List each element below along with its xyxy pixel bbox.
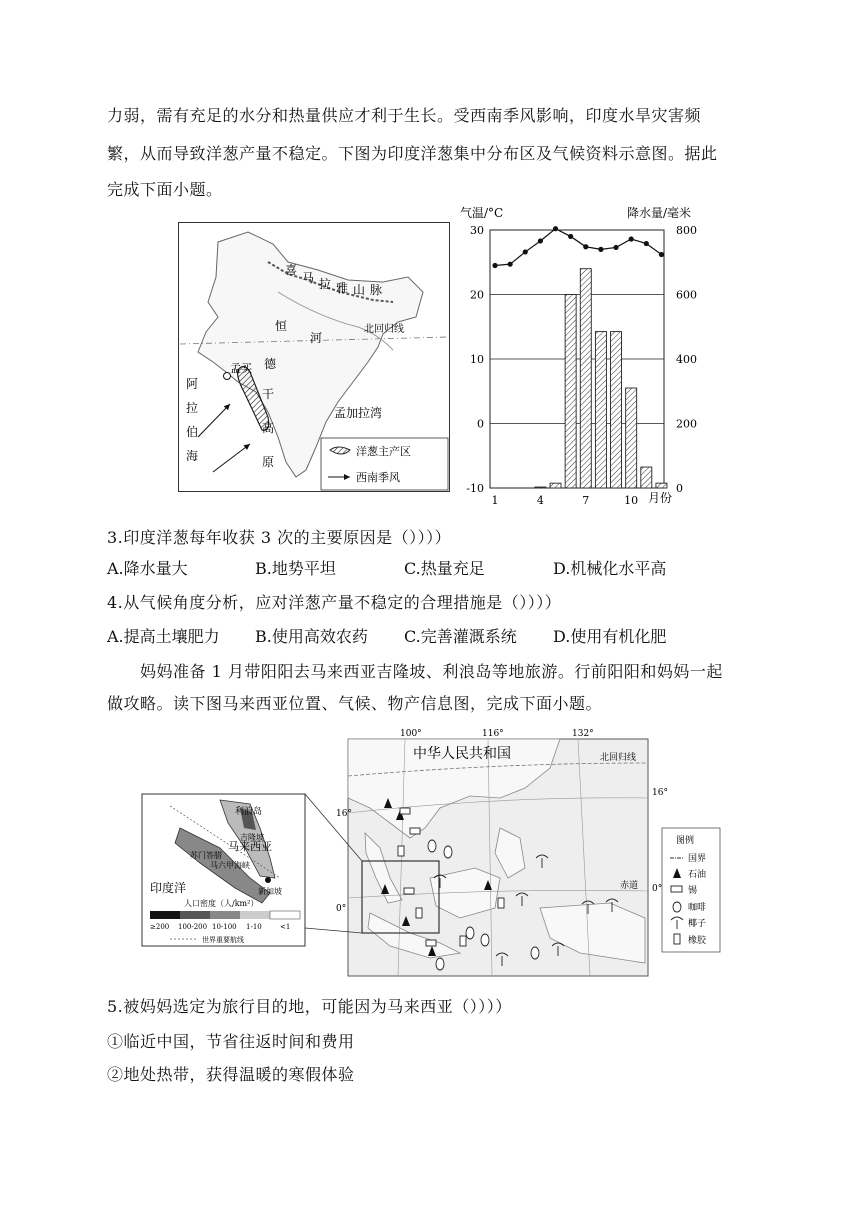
temperature-point [598,247,603,252]
inset-label: 苏门答腊 [190,851,222,860]
q5-stem: 5.被妈妈选定为旅行目的地，可能因为马来西亚（）））） [107,997,512,1016]
map-label: 拉 [319,277,332,291]
y-right-tick: 800 [676,224,697,237]
density-class: ≥200 [150,923,170,931]
temperature-point [492,263,497,268]
y-right-tick: 0 [676,482,683,495]
map-label: 山 [353,283,366,297]
map-label: 高 [262,421,275,435]
temperature-point [629,236,634,241]
equator-label: 赤道 [620,881,639,891]
map-label: 河 [310,331,323,345]
q3-option-a[interactable]: A.降水量大 [107,559,188,578]
legend-item: 锡 [688,886,698,896]
malaysia-map [140,728,730,978]
inset-label: 新加坡 [258,887,282,896]
temperature-point [523,249,528,254]
precip-bar [641,467,652,488]
y-right-tick: 600 [676,288,697,302]
map-label: 干 [262,387,275,401]
inset-label: 吉隆坡 [240,833,264,842]
india-onion-map [178,222,450,492]
temperature-point [613,245,618,250]
map-label: 脉 [370,283,383,297]
x-tick: 4 [536,494,544,507]
map-label: 原 [262,455,275,469]
q5-item-2[interactable]: ②地处热带，获得温暖的寒假体验 [107,1065,355,1084]
ylabel-left: 气温/°C [460,206,504,220]
q3-option-d[interactable]: D.机械化水平高 [553,559,667,578]
precip-bar [611,332,622,488]
country-label: 中华人民共和国 [413,746,511,762]
q4-stem: 4.从气候角度分析，应对洋葱产量不稳定的合理措施是（）））） [107,593,562,612]
q5-item-1[interactable]: ①临近中国，节省往返时间和费用 [107,1032,355,1051]
y-left-tick: 30 [470,224,484,237]
lat-label: 16° [336,809,352,819]
temperature-point [553,226,558,231]
lon-label: 100° [400,729,422,739]
legend-title: 图例 [676,836,695,846]
intro-line-1: 力弱，需有充足的水分和热量供应才利于生长。受西南季风影响，印度水旱灾害频 [107,106,702,125]
legend-item: 国界 [688,854,707,864]
legend-monsoon: 西南季风 [356,471,400,484]
map-label: 恒 [275,319,288,333]
precip-bar [580,269,591,488]
x-tick: 7 [582,494,590,507]
density-class: 1-10 [246,923,262,931]
lon-label: 132° [572,729,594,739]
lat-label: 16° [652,788,668,798]
legend-item: 咖啡 [688,903,707,913]
map-label: 雅 [336,281,349,295]
precip-bar [656,483,667,488]
q3-stem: 3.印度洋葱每年收获 3 次的主要原因是（）））） [107,528,452,547]
inset-legend-title: 人口密度（人/km²） [184,899,259,908]
climate-chart [452,200,707,512]
precip-bar [550,483,561,488]
precip-bar [565,295,576,489]
xlabel: 月份 [648,491,673,505]
q3-option-c[interactable]: C.热量充足 [404,559,485,578]
density-class: <1 [280,923,291,931]
y-left-tick: 10 [470,353,484,366]
y-left-tick: -10 [466,482,484,495]
y-right-tick: 400 [676,353,697,366]
inset-label: 利浪岛 [235,807,263,817]
intro-line-2: 繁，从而导致洋葱产量不稳定。下图为印度洋葱集中分布区及气候资料示意图。据此 [107,144,718,163]
map-label: 德 [264,357,277,371]
temperature-point [568,234,573,239]
ylabel-right: 降水量/毫米 [627,206,692,220]
lon-label: 116° [482,729,504,739]
precip-bar [535,487,546,488]
temperature-point [583,244,588,249]
temperature-point [659,252,664,257]
map-label: 伯 [186,425,199,439]
density-class: 100-200 [178,923,208,931]
q4-option-d[interactable]: D.使用有机化肥 [553,627,667,646]
y-left-tick: 20 [470,288,484,302]
q4-option-b[interactable]: B.使用高效农药 [255,627,368,646]
temperature-point [644,241,649,246]
temperature-point [538,238,543,243]
shipping-route: 世界重要航线 [202,936,244,944]
q4-option-a[interactable]: A.提高土壤肥力 [107,627,220,646]
inset-label: 马来西亚 [228,840,272,853]
x-tick: 10 [624,494,639,507]
y-right-tick: 200 [676,417,697,431]
inset-label: 印度洋 [150,881,187,895]
legend-item: 橡胶 [688,936,707,946]
precip-bar [595,332,606,488]
passage2-line-2: 做攻略。读下图马来西亚位置、气候、物产信息图，完成下面小题。 [107,694,603,713]
passage2-line-1: 妈妈准备 1 月带阳阳去马来西亚吉隆坡、利浪岛等地旅游。行前阳阳和妈妈一起 [140,662,723,681]
intro-line-3: 完成下面小题。 [107,180,223,199]
y-left-tick: 0 [477,417,484,431]
map-label: 孟买 [230,362,252,375]
lat-label: 0° [336,904,347,914]
density-class: 10-100 [212,923,237,931]
map-label: 北回归线 [364,324,404,335]
q4-option-c[interactable]: C.完善灌溉系统 [404,627,517,646]
x-tick: 1 [491,494,499,507]
q3-option-b[interactable]: B.地势平坦 [255,559,336,578]
map-label: 拉 [186,401,199,415]
map-label: 马 [302,271,315,285]
legend-onion: 洋葱主产区 [356,445,411,458]
map-label: 喜 [285,263,298,277]
legend-item: 石油 [688,870,707,880]
temperature-point [508,262,513,267]
precip-bar [626,388,637,488]
map-label: 阿 [186,377,199,391]
inset-label: 马六甲海峡 [210,861,250,870]
map-label: 孟加拉湾 [334,406,383,420]
legend-item: 椰子 [688,919,707,929]
temperature-line [495,229,661,266]
tropic-label: 北回归线 [600,753,637,763]
lat-label: 0° [652,884,663,894]
map-label: 海 [186,449,199,463]
